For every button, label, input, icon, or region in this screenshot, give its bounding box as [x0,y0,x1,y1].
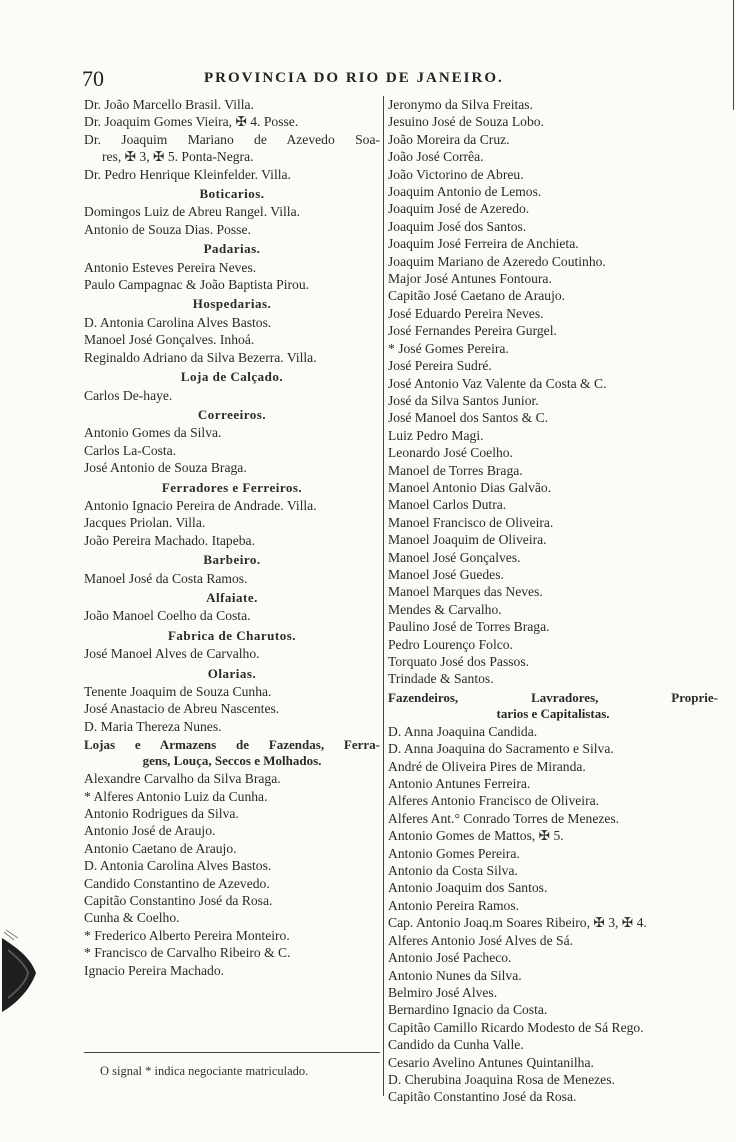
directory-entry: Antonio Nunes da Silva. [388,967,522,983]
page-stain-mark [0,928,44,1018]
directory-entry: Paulo Campagnac & João Baptista Pirou. [84,277,310,293]
section-heading: Fabrica de Charutos. [167,627,297,643]
directory-entry: Capitão José Caetano de Araujo. [388,288,566,304]
directory-entry: Pedro Lourenço Folco. [388,636,513,652]
directory-entry: * José Gomes Pereira. [388,340,509,356]
directory-entry: Bernardino Ignacio da Costa. [388,1002,548,1018]
page-edge-rule [733,0,734,110]
directory-entry: Antonio Joaquim dos Santos. [388,880,548,896]
directory-entry: Antonio Pereira Ramos. [388,897,520,913]
section-heading: Hospedarias. [192,296,272,312]
directory-entry: * Frederico Alberto Pereira Monteiro. [84,927,290,943]
directory-entry: Manoel José Gonçalves. [388,549,521,565]
directory-entry: Reginaldo Adriano da Silva Bezerra. Villa. [84,349,317,365]
directory-entry: Manoel Francisco de Oliveira. [388,514,554,530]
directory-entry: Capitão Camillo Ricardo Modesto de Sá Rego. [388,1019,644,1035]
directory-entry: Joaquim José Ferreira de Anchieta. [388,236,579,252]
directory-entry: D. Antonia Carolina Alves Bastos. [84,314,272,330]
directory-entry: Alferes Antonio José Alves de Sá. [388,932,574,948]
directory-entry: José Manoel Alves de Carvalho. [84,646,260,662]
directory-entry: Cap. Antonio Joaq.m Soares Ribeiro, ✠ 3, ✠ 4. [388,915,647,931]
directory-entry: José Pereira Sudré. [388,358,492,374]
directory-entry: Manoel José Guedes. [388,566,504,582]
section-heading: Olarias. [207,665,257,681]
directory-entry: José Manoel dos Santos & C. [388,410,549,426]
directory-entry: Antonio Caetano de Araujo. [84,840,237,856]
directory-entry: João Manoel Coelho da Costa. [84,608,251,624]
directory-entry: Antonio Gomes de Mattos, ✠ 5. [388,828,564,844]
directory-entry: Antonio Ignacio Pereira de Andrade. Villa. [84,497,317,513]
directory-entry: Antonio Gomes da Silva. [84,425,222,441]
left-column [84,96,380,979]
directory-entry: Carlos De-haye. [84,387,173,403]
directory-entry: Dr. Pedro Henrique Kleinfelder. Villa. [84,166,291,182]
section-heading: Ferradores e Ferreiros. [161,479,303,495]
directory-entry: José Fernandes Pereira Gurgel. [388,323,557,339]
directory-entry: Manoel Marques das Neves. [388,584,543,600]
directory-entry: Joaquim José dos Santos. [388,218,527,234]
directory-entry: João Moreira da Cruz. [388,131,510,147]
section-heading [388,690,718,722]
column-divider [383,96,384,1096]
directory-entry: Domingos Luiz de Abreu Rangel. Villa. [84,204,301,220]
directory-entry: Antonio Gomes Pereira. [388,845,520,861]
directory-entry: André de Oliveira Pires de Miranda. [388,758,586,774]
directory-entry: Antonio José de Araujo. [84,823,216,839]
directory-entry: Dr. João Marcello Brasil. Villa. [84,97,254,112]
directory-entry: Antonio Rodrigues da Silva. [84,806,239,822]
directory-entry: Manoel Antonio Dias Galvão. [388,479,552,495]
directory-entry: Jesuino José de Souza Lobo. [388,114,544,130]
directory-entry: res, ✠ 3, ✠ 5. Ponta-Negra. [102,149,254,165]
footnote: O signal * indica negociante matriculado. [100,1064,309,1078]
directory-entry: Antonio da Costa Silva. [388,863,518,879]
directory-entry: Belmiro José Alves. [388,984,498,1000]
directory-entry: Jeronymo da Silva Freitas. [388,97,533,112]
directory-entry: Capitão Constantino José da Rosa. [84,893,273,909]
directory-entry: José Anastacio de Abreu Nascentes. [84,701,280,717]
directory-entry: Ignacio Pereira Machado. [84,962,225,978]
directory-entry: Dr. Joaquim Gomes Vieira, ✠ 4. Posse. [84,114,299,130]
directory-entry: José Eduardo Pereira Neves. [388,305,544,321]
directory-entry: João José Corrêa. [388,149,484,165]
directory-entry: Manoel Carlos Dutra. [388,497,507,513]
section-heading: Alfaiate. [206,589,258,605]
directory-entry: Mendes & Carvalho. [388,601,502,617]
directory-entry: * Alferes Antonio Luiz da Cunha. [84,788,268,804]
directory-entry: D. Anna Joaquina do Sacramento e Silva. [388,741,614,757]
section-heading: Barbeiro. [203,552,261,568]
directory-entry: Antonio José Pacheco. [388,950,512,966]
directory-entry: João Victorino de Abreu. [388,166,524,182]
directory-entry: Manoel José da Costa Ramos. [84,570,248,586]
directory-entry: Carlos La-Costa. [84,442,177,458]
directory-entry: Alferes Ant.° Conrado Torres de Menezes. [388,810,620,826]
directory-entry: Manoel de Torres Braga. [388,462,523,478]
directory-entry: Jacques Priolan. Villa. [84,515,206,531]
directory-entry: Dr. Joaquim Mariano de Azevedo Soa- [84,131,380,147]
directory-entry: D. Maria Thereza Nunes. [84,718,222,734]
directory-entry: Antonio Esteves Pereira Neves. [84,259,257,275]
section-heading-line: gens, Louça, Seccos e Molhados. [142,753,322,769]
directory-entry: Cesario Avelino Antunes Quintanilha. [388,1054,594,1070]
directory-entry: Trindade & Santos. [388,671,494,687]
directory-entry: José Antonio de Souza Braga. [84,460,247,476]
directory-entry: Tenente Joaquim de Souza Cunha. [84,684,272,699]
directory-entry: Manoel Joaquim de Oliveira. [388,532,547,548]
directory-entry: D. Cherubina Joaquina Rosa de Menezes. [388,1071,615,1087]
directory-entry: * Francisco de Carvalho Ribeiro & C. [84,945,291,961]
directory-entry: Joaquim Antonio de Lemos. [388,184,542,200]
section-heading: Correeiros. [197,406,267,422]
directory-entry: Candido Constantino de Azevedo. [84,875,270,891]
directory-entry: Major José Antunes Fontoura. [388,271,552,287]
directory-entry: Joaquim Mariano de Azeredo Coutinho. [388,253,606,269]
section-heading: Padarias. [203,241,261,257]
directory-entry: Alferes Antonio Francisco de Oliveira. [388,793,600,809]
directory-entry: José da Silva Santos Junior. [388,392,539,408]
directory-entry: Paulino José de Torres Braga. [388,619,550,635]
directory-entry: Joaquim José de Azeredo. [388,201,530,217]
directory-entry: Alexandre Carvalho da Silva Braga. [84,771,281,787]
directory-entry: Luiz Pedro Magi. [388,427,484,443]
directory-entry: José Antonio Vaz Valente da Costa & C. [388,375,607,391]
section-heading: Loja de Calçado. [180,369,284,385]
directory-entry: Leonardo José Coelho. [388,445,513,461]
section-heading [84,737,380,769]
running-title: PROVINCIA DO RIO DE JANEIRO. [204,70,504,86]
directory-entry: Antonio de Souza Dias. Posse. [84,221,251,237]
directory-entry: Capitão Constantino José da Rosa. [388,1089,577,1105]
right-column [388,96,718,1106]
section-heading-line: Fazendeiros, Lavradores, Proprie- [388,689,718,705]
section-heading-line: tarios e Capitalistas. [496,705,610,721]
directory-entry: Manoel José Gonçalves. Inhoá. [84,332,255,348]
directory-entry: Cunha & Coelho. [84,910,180,926]
directory-entry: João Pereira Machado. Itapeba. [84,532,255,548]
directory-entry: D. Antonia Carolina Alves Bastos. [84,858,272,874]
directory-entry: Antonio Antunes Ferreira. [388,776,531,792]
page-number: 70 [82,66,104,91]
directory-entry: Candido da Cunha Valle. [388,1037,524,1053]
directory-entry: Torquato José dos Passos. [388,654,530,669]
section-heading-line: Lojas e Armazens de Fazendas, Ferra- [84,737,380,753]
directory-entry: D. Anna Joaquina Candida. [388,723,538,739]
section-heading: Boticarios. [199,186,265,202]
footnote-rule [84,1052,380,1053]
